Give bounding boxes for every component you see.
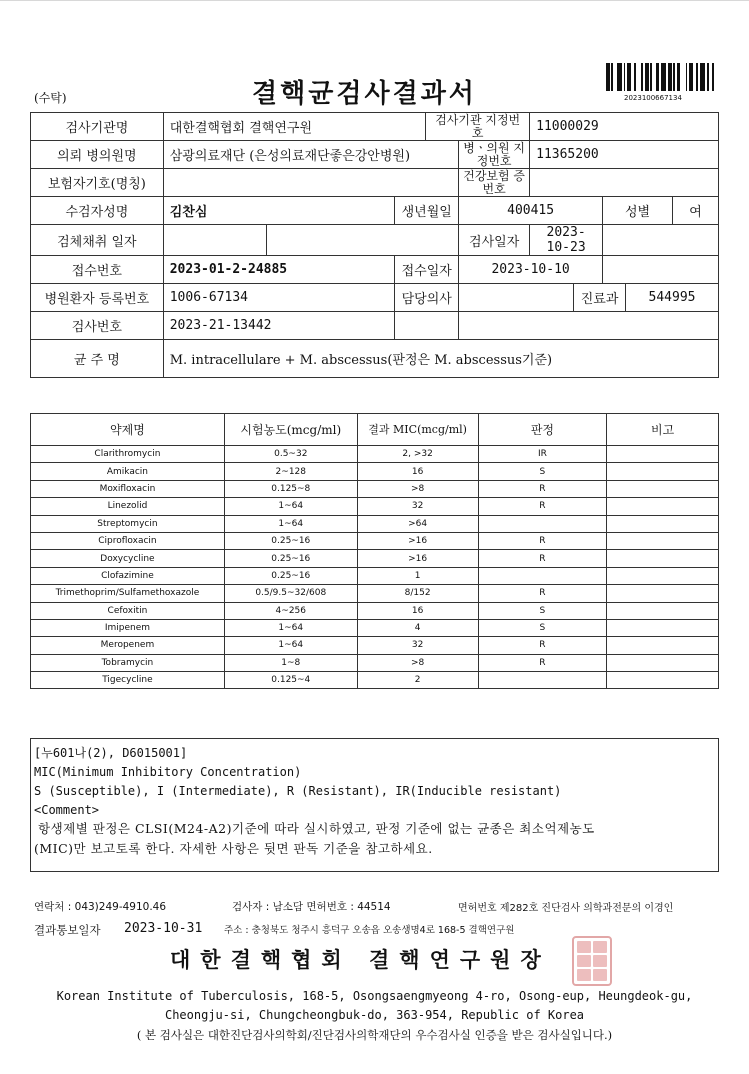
mic-value: 1 [357,567,478,584]
test-range: 0.125~8 [224,480,357,497]
drug-rows [31,446,719,689]
organism: M. intracellulare + M. abscessus(판정은 M. abscessus기준) [163,340,718,378]
remark [607,532,719,549]
interpretation: R [478,532,607,549]
exam-blank-1 [395,312,459,340]
test-range: 0.5~32 [224,446,357,463]
interpretation: R [478,480,607,497]
drug-row [31,550,719,567]
lab-code-label: 검사기관 지정번호 [426,113,530,141]
interpretation: R [478,637,607,654]
drug-name: Tigecycline [31,672,225,689]
requester: 삼광의료재단 (은성의료재단좋은강안병원) [163,141,458,169]
drug-name: Streptomycin [31,515,225,532]
drug-row [31,654,719,671]
drug-name: Clarithromycin [31,446,225,463]
drug-name: Moxifloxacin [31,480,225,497]
organism-label: 균 주 명 [31,340,164,378]
drug-name: Amikacin [31,463,225,480]
drug-row [31,602,719,619]
remark [607,654,719,671]
health-ins-label: 건강보험 증번호 [459,169,530,197]
interpretation: R [478,585,607,602]
receipt-date-blank [603,256,719,284]
info-table [30,112,719,378]
mic-value: 16 [357,463,478,480]
official-seal [572,936,612,986]
insurer [163,169,458,197]
interpretation [478,567,607,584]
birth-date: 400415 [459,197,603,225]
insurer-label: 보험자기호(명칭) [31,169,164,197]
mic-value: 2, >32 [357,446,478,463]
test-range: 0.25~16 [224,567,357,584]
interpretation: S [478,619,607,636]
accession-number: 2023-01-2-24885 [163,256,395,284]
drug-name: Meropenem [31,637,225,654]
test-range: 0.25~16 [224,550,357,567]
mic-value: 32 [357,637,478,654]
barcode [606,63,718,102]
header-drug: 약제명 [31,414,225,446]
barcode-bars [606,63,718,91]
test-range: 1~64 [224,498,357,515]
receipt-mark: (수탁) [34,91,67,105]
address: 주소 : 충청북도 청주시 흥덕구 오송읍 오송생명4로 168-5 결핵연구원 [224,925,515,936]
code-line: [누601나(2), D6015001] [34,746,188,760]
mic-value: >16 [357,550,478,567]
reg-number: 1006-67134 [163,284,395,312]
remark [607,585,719,602]
interpretation: R [478,654,607,671]
interpretation: S [478,602,607,619]
remark [607,672,719,689]
test-range: 1~64 [224,619,357,636]
exam-number: 2023-21-13442 [163,312,395,340]
collect-date [163,225,266,256]
drug-row [31,446,719,463]
interpretation: R [478,550,607,567]
susceptibility-table [30,413,719,689]
drug-row [31,532,719,549]
certification-note: ( 본 검사실은 대한진단검사의학회/진단검사의학재단의 우수검사실 인증을 받은 검사실입니다.) [136,1028,613,1042]
remark [607,480,719,497]
interpretation: IR [478,446,607,463]
test-range: 1~64 [224,515,357,532]
remark [607,463,719,480]
mic-value: 2 [357,672,478,689]
header-note: 비고 [607,414,719,446]
collect-label: 검체채취 일자 [31,225,164,256]
mic-value: >8 [357,654,478,671]
drug-name: Clofazimine [31,567,225,584]
sir-definition: S (Susceptible), I (Intermediate), R (Resistant), IR(Inducible resistant) [34,784,562,798]
drug-row [31,567,719,584]
clinic-code: 11365200 [530,141,719,169]
notes-box [30,738,719,872]
mic-value: >16 [357,532,478,549]
drug-row [31,480,719,497]
contact: 연락처 : 043)249-4910.46 [34,901,167,913]
drug-row [31,515,719,532]
test-date-label: 검사일자 [459,225,530,256]
mic-value: 4 [357,619,478,636]
lab-name-label: 검사기관명 [31,113,164,141]
remark [607,446,719,463]
comment-line-2: (MIC)만 보고토록 한다. 자세한 사항은 뒷면 판독 기준을 참고하세요. [34,841,433,856]
drug-name: Trimethoprim/Sulfamethoxazole [31,585,225,602]
remark [607,515,719,532]
drug-row [31,672,719,689]
drug-name: Imipenem [31,619,225,636]
drug-name: Cefoxitin [31,602,225,619]
tester: 검사자 : 남소담 면허번호 : 44514 [232,901,391,913]
test-date-blank [603,225,719,256]
report-date-label: 결과통보일자 [34,923,101,937]
test-range: 2~128 [224,463,357,480]
test-range: 0.125~4 [224,672,357,689]
exam-no-label: 검사번호 [31,312,164,340]
header-result: 판정 [478,414,607,446]
lab-code: 11000029 [530,113,719,141]
remark [607,498,719,515]
patient-label: 수검자성명 [31,197,164,225]
test-date: 2023-10-23 [530,225,603,256]
interpretation: S [478,463,607,480]
clinic-code-label: 병ㆍ의원 지정번호 [459,141,530,169]
remark [607,550,719,567]
interpretation: R [478,498,607,515]
interpretation [478,672,607,689]
comment-line-1: 항생제별 판정은 CLSI(M24-A2)기준에 따라 실시하였고, 판정 기준에 없는 균종은 최소억제농도 [38,821,595,836]
accession-label: 접수번호 [31,256,164,284]
drug-name: Doxycycline [31,550,225,567]
drug-row [31,637,719,654]
exam-blank-2 [459,312,719,340]
comment-label: <Comment> [34,803,100,817]
health-ins [530,169,719,197]
drug-name: Ciprofloxacin [31,532,225,549]
lab-name: 대한결핵협회 결핵연구원 [163,113,426,141]
drug-row [31,585,719,602]
remark [607,637,719,654]
mic-value: 32 [357,498,478,515]
patient-name: 김찬심 [163,197,395,225]
mic-value: 16 [357,602,478,619]
mic-value: >8 [357,480,478,497]
dept-label: 진료과 [574,284,626,312]
interpretation [478,515,607,532]
mic-value: >64 [357,515,478,532]
doctor-license: 면허번호 제282호 진단검사 의학과전문의 이경인 [458,903,674,914]
org-title: 대한결핵협회 결핵연구원장 [170,947,551,972]
doctor [459,284,574,312]
reg-label: 병원환자 등록번호 [31,284,164,312]
remark [607,619,719,636]
birth-label: 생년월일 [395,197,459,225]
english-address-1: Korean Institute of Tuberculosis, 168-5, Osongsaengmyeong 4-ro, Osong-eup, Heungdeok-gu, [56,989,693,1003]
english-address-2: Cheongju-si, Chungcheongbuk-do, 363-954, Republic of Korea [164,1008,585,1022]
header-mic: 결과 MIC(mcg/ml) [357,414,478,446]
dept: 544995 [626,284,719,312]
receipt-date-label: 접수일자 [395,256,459,284]
test-range: 4~256 [224,602,357,619]
sex-label: 성별 [603,197,673,225]
requester-label: 의뢰 병의원명 [31,141,164,169]
mic-value: 8/152 [357,585,478,602]
header-range: 시험농도(mcg/ml) [224,414,357,446]
drug-name: Tobramycin [31,654,225,671]
sex: 여 [672,197,718,225]
report-date: 2023-10-31 [124,921,203,936]
test-range: 1~64 [224,637,357,654]
drug-row [31,463,719,480]
drug-row [31,498,719,515]
document-title: 결핵균검사결과서 [252,79,477,109]
drug-name: Linezolid [31,498,225,515]
receipt-date: 2023-10-10 [459,256,603,284]
barcode-number: 2023100667134 [624,94,682,102]
remark [607,602,719,619]
remark [607,567,719,584]
barcode-bar [714,63,718,91]
test-range: 0.5/9.5~32/608 [224,585,357,602]
drug-row [31,619,719,636]
doctor-label: 담당의사 [395,284,459,312]
test-range: 1~8 [224,654,357,671]
collect-blank [266,225,459,256]
mic-definition: MIC(Minimum Inhibitory Concentration) [34,765,302,779]
test-range: 0.25~16 [224,532,357,549]
